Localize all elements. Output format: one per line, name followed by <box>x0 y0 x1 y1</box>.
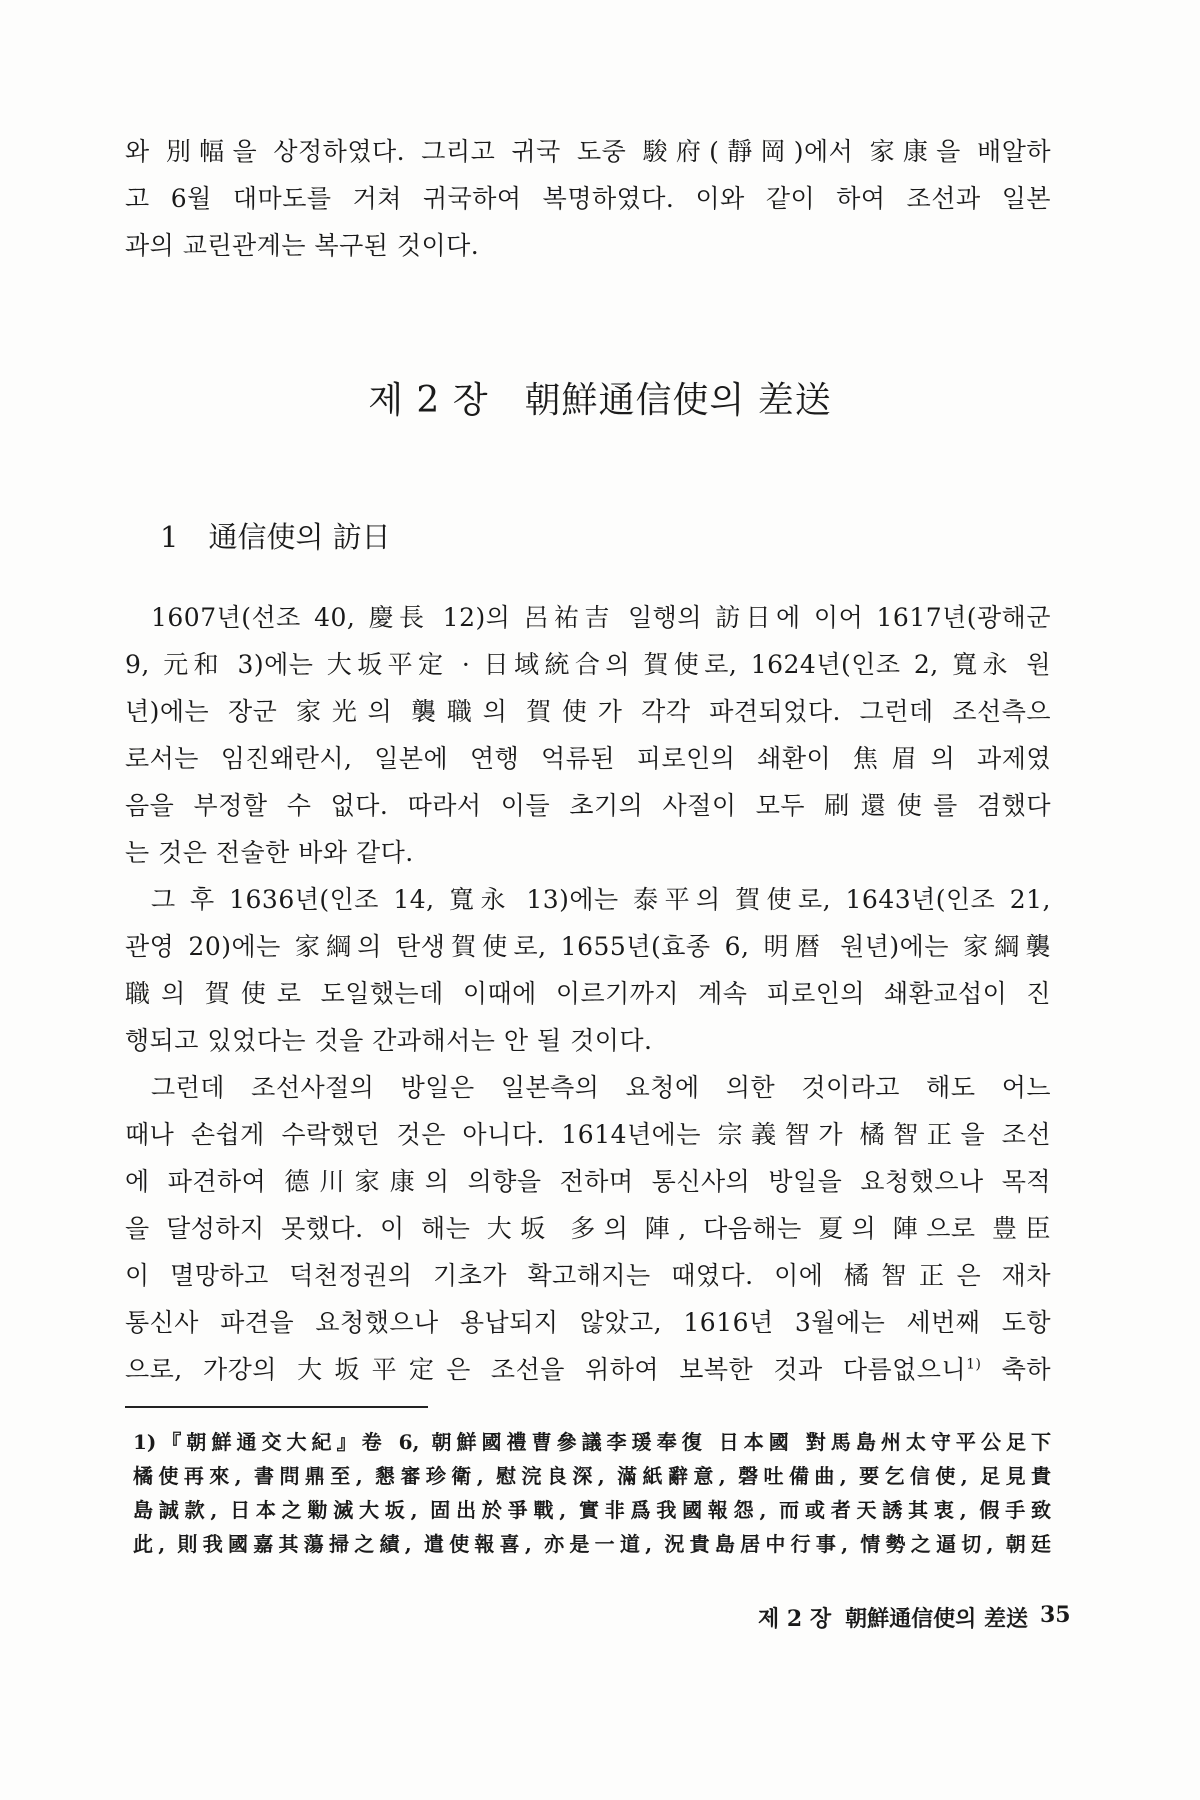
text-line: 9, 元和 3)에는 大坂平定 · 日域統合의 賀使로, 1624년(인조 2, 寬永 원 <box>125 650 1051 679</box>
footnote-line: 橘使再來, 書問鼎至, 懇審珍衛, 慰浣良深, 滿紙辭意, 磬吐備曲, 要乞信使, 足見貴 <box>133 1464 1051 1488</box>
text-line: 는 것은 전술한 바와 같다. <box>125 838 414 867</box>
text-line: 와 別幅을 상정하였다. 그리고 귀국 도중 駿府(靜岡)에서 家康을 배알하 <box>125 137 1051 166</box>
text-line: 고 6월 대마도를 거쳐 귀국하여 복명하였다. 이와 같이 하여 조선과 일본 <box>125 184 1051 213</box>
text-line: 1607년(선조 40, 慶長 12)의 呂祐吉 일행의 訪日에 이어 1617년(광해군 <box>151 603 1051 632</box>
text-line: 을 달성하지 못했다. 이 해는 大坂 多의 陣, 다음해는 夏의 陣으로 豊臣 <box>125 1214 1051 1243</box>
footnote-line: 此, 則我國嘉其蕩掃之績, 遣使報喜, 亦是一道, 況貴島居中行事, 情勢之逼切, 朝廷 <box>133 1532 1051 1556</box>
text-line: 로서는 임진왜란시, 일본에 연행 억류된 피로인의 쇄환이 焦眉의 과제였 <box>125 744 1051 773</box>
text-line: 에 파견하여 德川家康의 의향을 전하며 통신사의 방일을 요청했으나 목적 <box>125 1167 1051 1196</box>
section-title: 通信使의 訪日 <box>208 520 391 554</box>
text-line: 그 후 1636년(인조 14, 寬永 13)에는 泰平의 賀使로, 1643년(인조 21, <box>151 885 1051 914</box>
text-line: 통신사 파견을 요청했으나 용납되지 않았고, 1616년 3월에는 세번째 도항 <box>125 1308 1051 1337</box>
chapter-heading <box>0 372 1200 423</box>
text-line: 년)에는 장군 家光의 襲職의 賀使가 각각 파견되었다. 그런데 조선측으 <box>125 697 1051 726</box>
text-line: 이 멸망하고 덕천정권의 기초가 확고해지는 때였다. 이에 橘智正은 재차 <box>125 1261 1051 1290</box>
footnote-divider <box>125 1406 428 1408</box>
text-line: 행되고 있었다는 것을 간과해서는 안 될 것이다. <box>125 1026 653 1055</box>
section-number: 1 <box>160 520 179 554</box>
footer-chapter-number: 제 2 장 <box>757 1606 832 1632</box>
text-line: 과의 교린관계는 복구된 것이다. <box>125 231 480 260</box>
text-line <box>125 1346 1051 1393</box>
text-line: 職의 賀使로 도일했는데 이때에 이르기까지 계속 피로인의 쇄환교섭이 진 <box>125 979 1051 1008</box>
running-footer <box>758 1602 1028 1633</box>
chapter-number: 제 2 장 <box>368 380 489 421</box>
chapter-title: 朝鮮通信使의 差送 <box>524 380 832 421</box>
footnote <box>133 1425 1051 1561</box>
section-heading <box>160 515 391 556</box>
text-line: 때나 손쉽게 수락했던 것은 아니다. 1614년에는 宗義智가 橘智正을 조선 <box>125 1120 1051 1149</box>
text-line-segment: 으로, 가강의 大坂平定은 조선을 위하여 보복한 것과 다름없으니 <box>125 1355 967 1384</box>
text-line-segment: 축하 <box>1001 1355 1051 1384</box>
footer-chapter-title: 朝鮮通信使의 差送 <box>845 1606 1028 1632</box>
text-line: 관영 20)에는 家綱의 탄생賀使로, 1655년(효종 6, 明暦 원년)에는 家綱襲 <box>125 932 1051 961</box>
page-number: 35 <box>1040 1602 1071 1628</box>
footnote-line: 1)『朝鮮通交大紀』卷 6, 朝鮮國禮曹參議李瑗奉復 日本國 對馬島州太守平公足下 <box>133 1430 1051 1454</box>
intro-paragraph <box>125 128 1051 269</box>
body-text <box>125 594 1051 1393</box>
footnote-line: 島誠款, 日本之勦滅大坂, 固出於爭戰, 實非爲我國報怨, 而或者天誘其衷, 假手致 <box>133 1498 1051 1522</box>
text-line: 그런데 조선사절의 방일은 일본측의 요청에 의한 것이라고 해도 어느 <box>151 1073 1051 1102</box>
text-line: 음을 부정할 수 없다. 따라서 이들 초기의 사절이 모두 刷還使를 겸했다 <box>125 791 1051 820</box>
footnote-reference: 1) <box>966 1356 982 1373</box>
